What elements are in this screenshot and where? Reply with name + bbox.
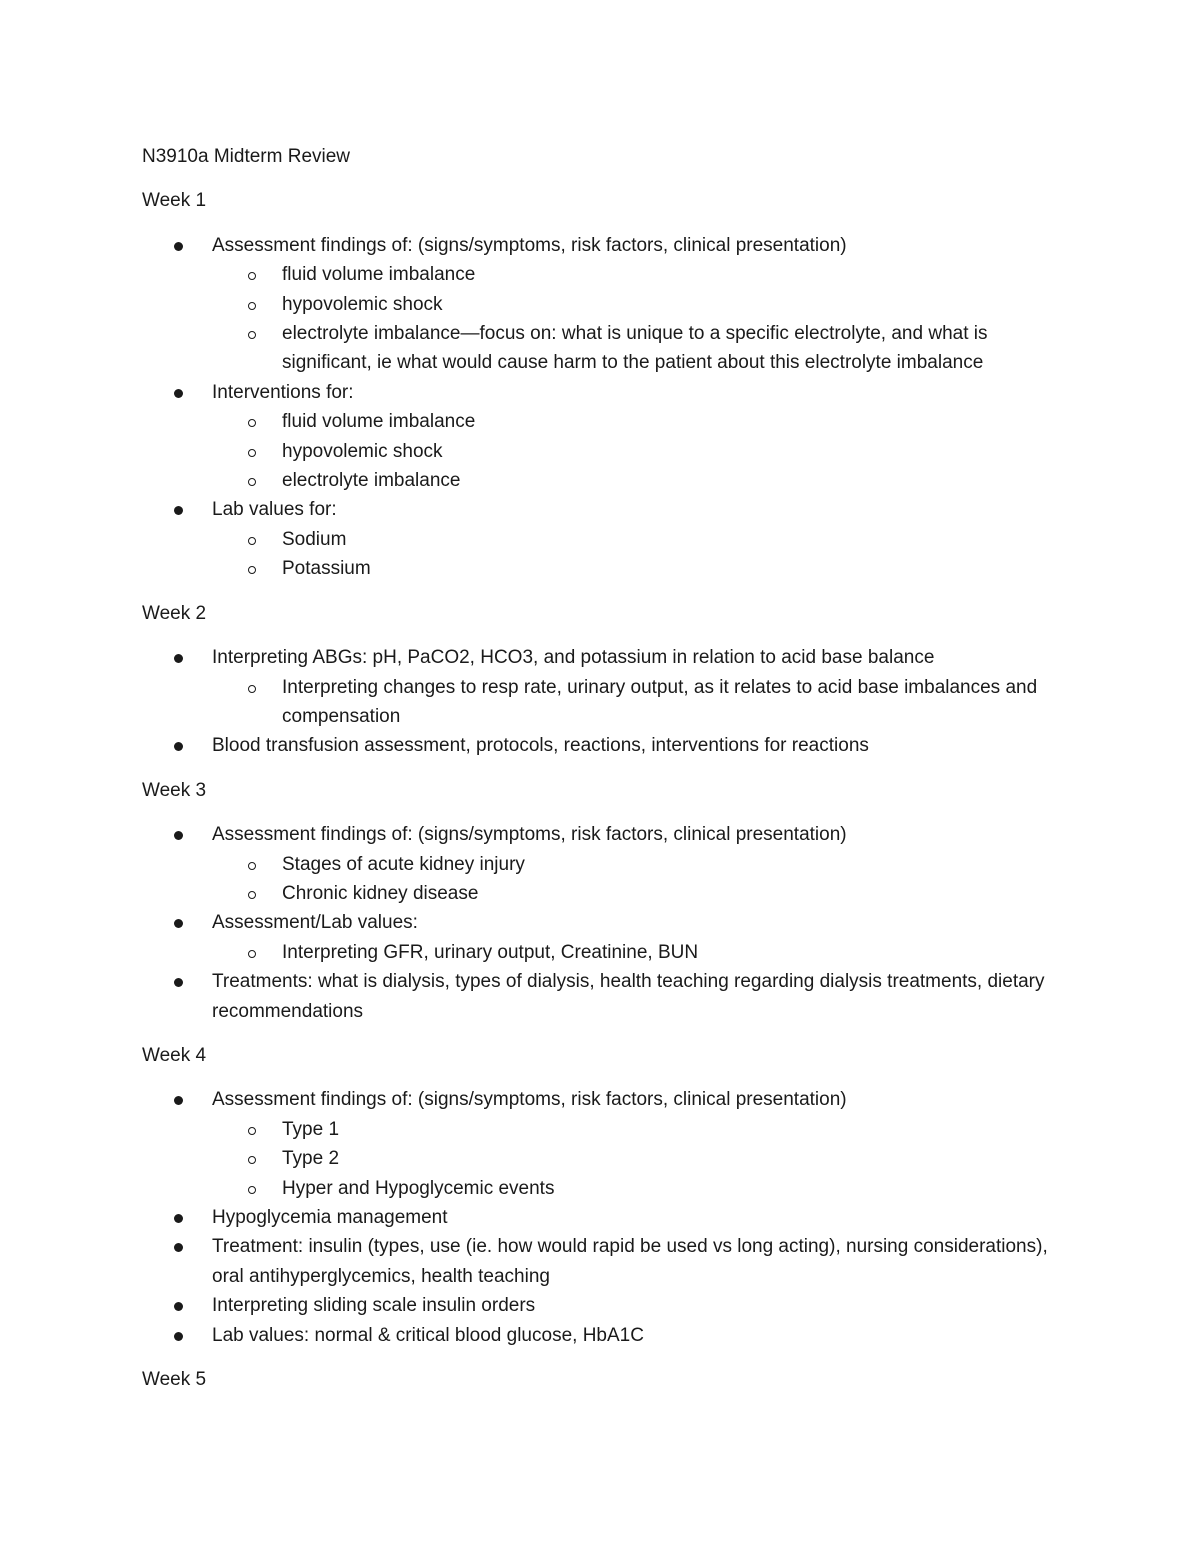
week-heading: Week 5: [142, 1369, 207, 1391]
circle-bullet-icon: [248, 862, 256, 870]
sub-item-text: Chronic kidney disease: [282, 882, 479, 904]
list-item: [142, 1085, 1062, 1203]
week-3-section: [142, 776, 1062, 1026]
sub-item-text: Hyper and Hypoglycemic events: [282, 1177, 555, 1199]
document-page: [142, 142, 1062, 1409]
bullet-icon: [174, 978, 183, 987]
list-item: [142, 1291, 1062, 1320]
document-title: N3910a Midterm Review: [142, 146, 351, 167]
sub-item: [212, 673, 1062, 732]
circle-bullet-icon: [248, 419, 256, 427]
sub-item-text: electrolyte imbalance—focus on: what is unique to a specific electrolyte, and what is significant, ie what would cause harm to the patient about this electrolyte imbalance: [282, 323, 988, 374]
bullet-icon: [174, 242, 183, 251]
item-text: Assessment findings of: (signs/symptoms, risk factors, clinical presentation): [212, 1089, 847, 1111]
circle-bullet-icon: [248, 537, 256, 545]
sub-list: [212, 525, 1062, 584]
sub-item-text: Interpreting changes to resp rate, urinary output, as it relates to acid base imbalances and compensation: [282, 676, 1038, 727]
sub-item-text: Sodium: [282, 528, 347, 550]
sub-item: [212, 466, 1062, 495]
list-item: [142, 378, 1062, 496]
sub-item: [212, 938, 1062, 967]
sub-list: [212, 938, 1062, 967]
bullet-icon: [174, 1243, 183, 1252]
circle-bullet-icon: [248, 1186, 256, 1194]
sub-item-text: Stages of acute kidney injury: [282, 853, 525, 875]
week-4-section: [142, 1041, 1062, 1350]
sub-item: [212, 437, 1062, 466]
circle-bullet-icon: [248, 331, 256, 339]
week-heading: Week 4: [142, 1044, 207, 1066]
item-text: Lab values for:: [212, 499, 337, 521]
bullet-icon: [174, 1302, 183, 1311]
sub-item-text: Type 2: [282, 1148, 340, 1170]
circle-bullet-icon: [248, 685, 256, 693]
sub-item: [212, 1144, 1062, 1173]
circle-bullet-icon: [248, 566, 256, 574]
sub-item-text: fluid volume imbalance: [282, 411, 476, 433]
list-item: [142, 231, 1062, 378]
sub-item: [212, 525, 1062, 554]
sub-item-text: hypovolemic shock: [282, 440, 443, 462]
bullet-icon: [174, 831, 183, 840]
sub-item: [212, 319, 1062, 378]
list-item: [142, 643, 1062, 731]
circle-bullet-icon: [248, 1127, 256, 1135]
week-heading: Week 2: [142, 602, 207, 624]
circle-bullet-icon: [248, 1156, 256, 1164]
sub-item-text: fluid volume imbalance: [282, 264, 476, 286]
sub-list: [212, 260, 1062, 378]
bullet-icon: [174, 1096, 183, 1105]
list-item: [142, 495, 1062, 583]
circle-bullet-icon: [248, 950, 256, 958]
item-text: Treatment: insulin (types, use (ie. how would rapid be used vs long acting), nursing considerations), oral antihyperglycemics, health teaching: [212, 1236, 1048, 1287]
circle-bullet-icon: [248, 891, 256, 899]
item-text: Lab values: normal & critical blood glucose, HbA1C: [212, 1324, 644, 1346]
sub-item: [212, 260, 1062, 289]
sub-item: [212, 554, 1062, 583]
sub-item-text: electrolyte imbalance: [282, 470, 461, 492]
bullet-icon: [174, 742, 183, 751]
bullet-icon: [174, 654, 183, 663]
sub-item: [212, 1174, 1062, 1203]
bullet-icon: [174, 506, 183, 515]
item-text: Hypoglycemia management: [212, 1207, 448, 1228]
list-item: [142, 1232, 1062, 1291]
list-item: [142, 908, 1062, 967]
list-item: [142, 820, 1062, 908]
circle-bullet-icon: [248, 272, 256, 280]
item-text: Interpreting sliding scale insulin orders: [212, 1295, 536, 1317]
sub-item: [212, 1115, 1062, 1144]
item-text: Blood transfusion assessment, protocols, reactions, interventions for reactions: [212, 735, 869, 757]
sub-list: [212, 850, 1062, 909]
item-text: Treatments: what is dialysis, types of dialysis, health teaching regarding dialysis treatments, dietary recommendations: [212, 971, 1045, 1022]
bullet-list: [142, 643, 1062, 761]
week-heading: Week 1: [142, 190, 207, 212]
sub-item-text: hypovolemic shock: [282, 293, 443, 315]
week-5-section: [142, 1365, 1062, 1394]
list-item: [142, 731, 1062, 760]
list-item: [142, 1321, 1062, 1350]
sub-list: [212, 1115, 1062, 1203]
list-item: [142, 1203, 1062, 1232]
sub-list: [212, 673, 1062, 732]
bullet-list: [142, 231, 1062, 584]
bullet-icon: [174, 1214, 183, 1223]
bullet-icon: [174, 389, 183, 398]
week-2-section: [142, 599, 1062, 761]
circle-bullet-icon: [248, 302, 256, 310]
bullet-list: [142, 820, 1062, 1026]
circle-bullet-icon: [248, 449, 256, 457]
item-text: Interpreting ABGs: pH, PaCO2, HCO3, and potassium in relation to acid base balance: [212, 647, 935, 669]
bullet-list: [142, 1085, 1062, 1350]
week-1-section: [142, 186, 1062, 583]
week-heading: Week 3: [142, 779, 207, 801]
item-text: Assessment/Lab values:: [212, 912, 418, 934]
sub-item: [212, 407, 1062, 436]
sub-item-text: Interpreting GFR, urinary output, Creatinine, BUN: [282, 941, 699, 963]
sub-item-text: Type 1: [282, 1118, 340, 1140]
sub-list: [212, 407, 1062, 495]
list-item: [142, 967, 1062, 1026]
sub-item: [212, 850, 1062, 879]
sub-item: [212, 879, 1062, 908]
circle-bullet-icon: [248, 478, 256, 486]
bullet-icon: [174, 1332, 183, 1341]
item-text: Assessment findings of: (signs/symptoms, risk factors, clinical presentation): [212, 824, 847, 846]
item-text: Interventions for:: [212, 381, 354, 403]
sub-item-text: Potassium: [282, 558, 371, 580]
bullet-icon: [174, 919, 183, 928]
sub-item: [212, 290, 1062, 319]
item-text: Assessment findings of: (signs/symptoms, risk factors, clinical presentation): [212, 234, 847, 256]
